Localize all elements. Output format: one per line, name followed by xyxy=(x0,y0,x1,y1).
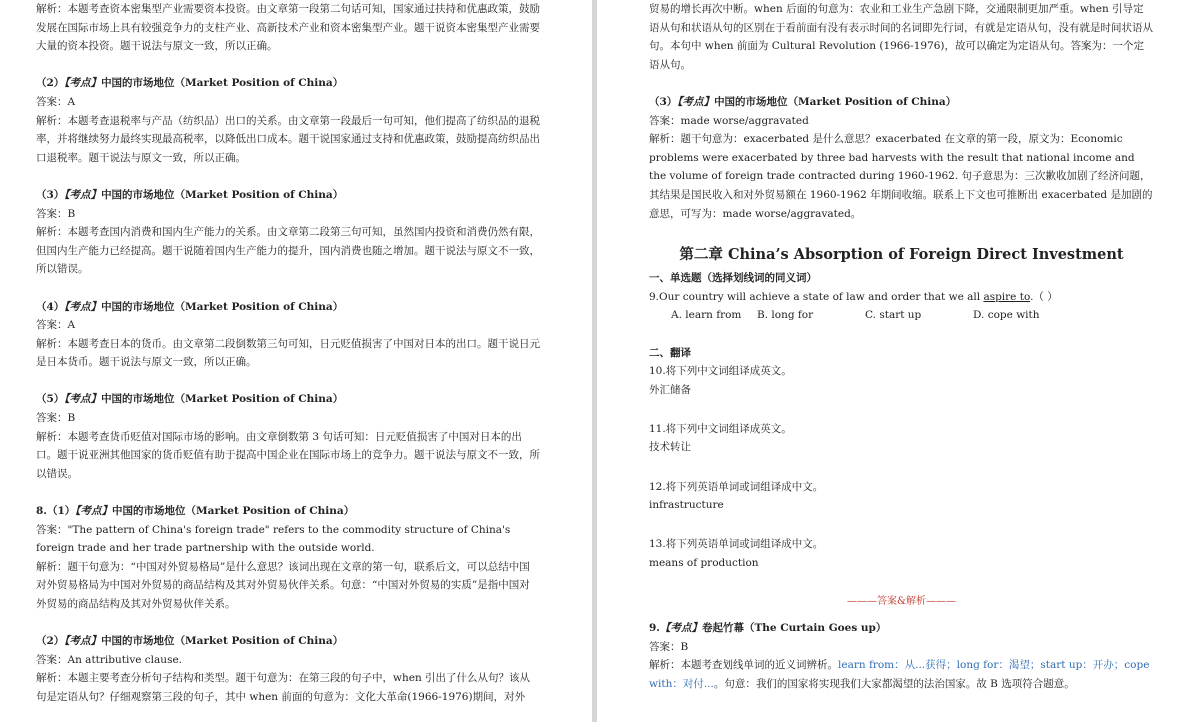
option-d: D. cope with xyxy=(973,309,1040,322)
spacer xyxy=(36,56,540,75)
question-12: 12.将下列英语单词或词组译成中文。 xyxy=(649,480,824,493)
text-paragraph: 答案：A xyxy=(36,95,76,108)
spacer xyxy=(649,74,1154,93)
left-page xyxy=(0,0,592,722)
answer-9-key: 答案：B xyxy=(649,640,689,653)
text-paragraph: 解析：本题考查国内消费和国内生产能力的关系。由文章第二段第三句可知，虽然国内投资和消费仍然有限，但国内生产能力已经提高。题干说随着国内生产能力的提升，国内消费也随之增加。题干说法与原文不一致，所以错误。 xyxy=(36,226,540,276)
question-heading: （5）【考点】中国的市场地位（Market Position of China） xyxy=(36,393,344,406)
answer-9-heading: 9.【考点】卷起竹幕（The Curtain Goes up） xyxy=(649,622,887,635)
question-9: 9.Our country will achieve a state of law and order that we all aspire to.（ ） xyxy=(649,290,1058,303)
question-13: 13.将下列英语单词或词组译成中文。 xyxy=(649,538,824,551)
term-13: means of production xyxy=(649,557,759,570)
option-b: B. long for xyxy=(757,309,814,322)
text-paragraph: 解析：本题考查日本的货币。由文章第二段倒数第三句可知，日元贬值损害了中国对日本的出口。题干说日元是日本货币。题干说法与原文一致，所以正确。 xyxy=(36,337,540,369)
term-11: 技术转让 xyxy=(649,441,691,454)
right-top-answers xyxy=(649,0,1154,223)
section-heading-translation: 二、翻译 xyxy=(649,346,691,359)
spacer xyxy=(36,372,540,391)
question-heading: 8.（1）【考点】中国的市场地位（Market Position of China） xyxy=(36,505,355,518)
option-c: C. start up xyxy=(865,309,922,322)
question-heading: （3）【考点】中国的市场地位（Market Position of China） xyxy=(649,95,957,108)
spacer xyxy=(36,483,540,502)
text-paragraph: 解析：题干句意为：“中国对外贸易格局”是什么意思？该词出现在文章的第一句，联系后文，可以总结中国对外贸易格局为中国对外贸易的商品结构及其对外贸易伙伴关系。句意：“中国对外贸易的实质”是指中国对外贸易的商品结构及其对外贸易伙伴关系。 xyxy=(36,560,530,610)
left-page-content xyxy=(36,0,540,707)
spacer xyxy=(36,279,540,298)
text-paragraph: 答案：A xyxy=(36,319,76,332)
text-paragraph: 解析：题干句意为：exacerbated 是什么意思？exacerbated 在文章的第一段，原文为：Economic problems were exacerbated by three bad harvests with the result that national income and the volume of foreign trade contracted during 1960-1962. 句子意思为：三次歉收加剧了经济问题，其结果是国民收入和对外贸易额在 1960-1962 年期间收缩。联系上下文也可推断出 exacerbated 是加剧的意思，可写为：made worse/aggravated。 xyxy=(649,133,1153,220)
question-heading: （3）【考点】中国的市场地位（Market Position of China） xyxy=(36,188,344,201)
term-12: infrastructure xyxy=(649,499,724,512)
right-page xyxy=(597,0,1189,722)
chapter-title: 第二章 China’s Absorption of Foreign Direct Investment xyxy=(679,246,1124,264)
text-paragraph: 答案：made worse/aggravated xyxy=(649,114,809,127)
right-page-content xyxy=(649,0,1154,694)
answer-9-explanation: 解析：本题考查划线单词的近义词辨析。learn from：从...获得；long for：渴望；start up：开办；cope with：对付...。句意：我们的国家将实现我们大家都渴望的法治国家。故 B 选项符合题意。 xyxy=(649,659,1150,690)
question-heading: （2）【考点】中国的市场地位（Market Position of China） xyxy=(36,77,344,90)
section-heading-single-choice: 一、单选题（选择划线词的同义词） xyxy=(649,272,817,285)
text-paragraph: 解析：本题主要考查分析句子结构和类型。题干句意为：在第三段的句子中，when 引出了什么从句？该从句是定语从句？仔细观察第三段的句子，其中 when 前面的句意为：文化大革命(1966-1976)期间，对外 xyxy=(36,672,531,703)
question-11: 11.将下列中文词组译成英文。 xyxy=(649,422,792,435)
text-paragraph: 答案：B xyxy=(36,412,76,425)
text-paragraph: 解析：本题考查货币贬值对国际市场的影响。由文章倒数第 3 句话可知：日元贬值损害了中国对日本的出口。题干说亚洲其他国家的货币贬值有助于提高中国企业在国际市场上的竞争力。题干说法与原文不一致，所以错误。 xyxy=(36,430,540,480)
text-paragraph: 答案："The pattern of China's foreign trade" refers to the commodity structure of China's foreign trade and her trade partnership with the outside world. xyxy=(36,523,511,555)
text-paragraph: 答案：An attributive clause. xyxy=(36,653,183,666)
question-9-options xyxy=(649,306,1154,325)
answer-divider: ———答案&解析——— xyxy=(847,595,956,607)
text-paragraph: 贸易的增长再次中断。when 后面的句意为：农业和工业生产急剧下降，交通限制更加严重。when 引导定语从句和状语从句的区别在于看前面有没有表示时间的名词即先行词，有就是定语从句，没有就是时间状语从句。本句中 when 前面为 Cultural Revolution (1966-1976)，故可以确定为定语从句。答案为：一个定语从句。 xyxy=(649,3,1153,71)
text-paragraph: 解析：本题考查退税率与产品（纺织品）出口的关系。由文章第一段最后一句可知，他们提高了纺织品的退税率，并将继续努力最终实现最高税率，以降低出口成本。题干说国家通过支持和优惠政策，鼓励提高纺织品出口退税率。题干说法与原文一致，所以正确。 xyxy=(36,114,540,164)
spacer xyxy=(36,614,540,633)
question-10: 10.将下列中文词组译成英文。 xyxy=(649,365,792,378)
term-10: 外汇储备 xyxy=(649,383,691,396)
option-a: A. learn from xyxy=(671,309,742,322)
question-heading: （2）【考点】中国的市场地位（Market Position of China） xyxy=(36,635,344,648)
text-paragraph: 解析：本题考查资本密集型产业需要资本投资。由文章第一段第二句话可知，国家通过扶持和优惠政策，鼓励发展在国际市场上具有较强竞争力的支柱产业、高新技术产业和资本密集型产业。题干说资本密集型产业需要大量的资本投资。题干说法与原文一致，所以正确。 xyxy=(36,3,540,53)
spacer xyxy=(36,167,540,186)
underlined-term: aspire to xyxy=(983,290,1031,303)
text-paragraph: 答案：B xyxy=(36,207,76,220)
question-heading: （4）【考点】中国的市场地位（Market Position of China） xyxy=(36,300,344,313)
